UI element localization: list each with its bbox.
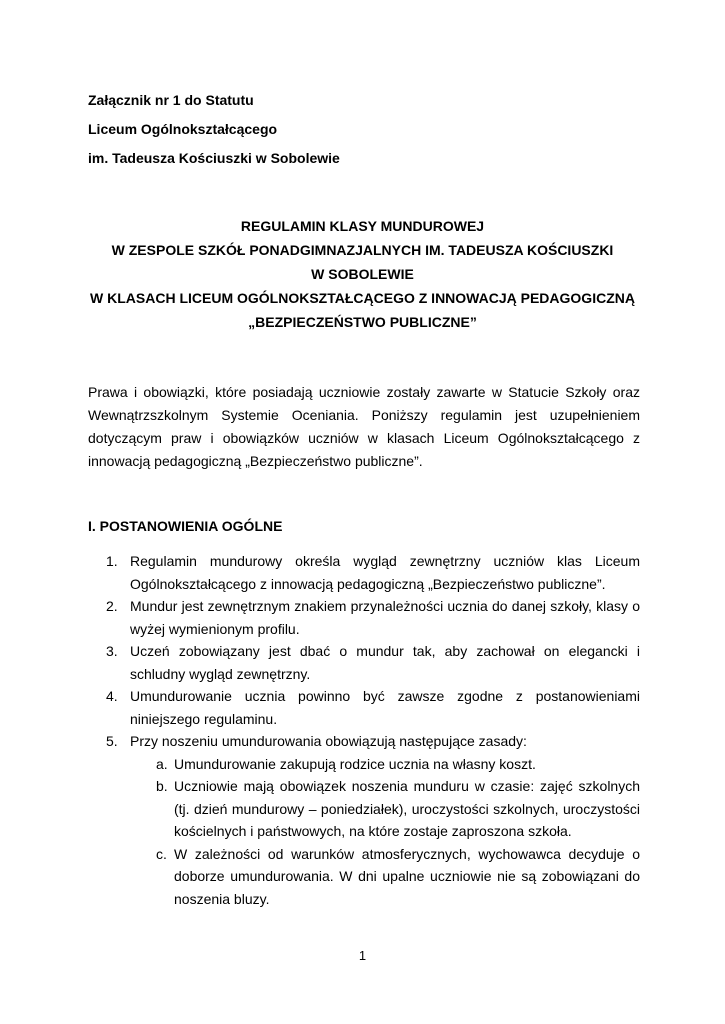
sublist-item-text: W zależności od warunków atmosferycznych, wychowawca decyduje o doborze umundurowania. W dni upalne uczniowie nie są zobowiązani do noszenia bluzy. [174, 845, 640, 907]
list-item-number: 1. [106, 553, 118, 569]
list-item-number: 2. [106, 598, 118, 614]
list-item-number: 5. [106, 733, 118, 749]
title-line-5: „BEZPIECZEŃSTWO PUBLICZNE” [248, 314, 477, 330]
list-item-text: Regulamin mundurowy określa wygląd zewnętrzny uczniów klas Liceum Ogólnokształcącego z innowacją pedagogiczną „Bezpieczeństwo publiczne”. [130, 553, 640, 592]
sublist-item-text: Umundurowanie zakupują rodzice ucznia na własny koszt. [174, 755, 536, 772]
sublist-item-letter: c. [156, 845, 167, 862]
header-line-3: im. Tadeusza Kościuszki w Sobolewie [88, 150, 340, 166]
sublist-item [156, 775, 640, 843]
title-line-4: W KLASACH LICEUM OGÓLNOKSZTAŁCĄCEGO Z INNOWACJĄ PEDAGOGICZNĄ [90, 290, 635, 306]
document-title [60, 214, 665, 334]
regulations-list [106, 550, 640, 910]
list-item [106, 730, 640, 910]
header-line-2: Liceum Ogólnokształcącego [88, 121, 278, 137]
title-line-2: W ZESPOLE SZKÓŁ PONADGIMNAZJALNYCH IM. TADEUSZA KOŚCIUSZKI [111, 242, 614, 258]
list-item-text: Uczeń zobowiązany jest dbać o mundur tak, aby zachował on elegancki i schludny wygląd zewnętrzny. [130, 643, 640, 682]
list-item-text: Przy noszeniu umundurowania obowiązują następujące zasady: [130, 733, 527, 749]
list-item [106, 640, 640, 685]
uniform-rules-sublist [156, 753, 640, 911]
sublist-item [156, 753, 640, 776]
list-item [106, 685, 640, 730]
list-item [106, 595, 640, 640]
intro-paragraph: Prawa i obowiązki, które posiadają uczniowie zostały zawarte w Statucie Szkoły oraz Wewnątrzszkolnym Systemie Oceniania. Poniższy regulamin jest uzupełnieniem dotyczącym praw i obowiązków uczniów w klasach Liceum Ogólnokształcącego z innowacją pedagogiczną „Bezpieczeństwo publiczne”. [88, 384, 640, 469]
list-item [106, 550, 640, 595]
section-heading: I. POSTANOWIENIA OGÓLNE [88, 518, 283, 534]
list-item-text: Mundur jest zewnętrznym znakiem przynależności ucznia do danej szkoły, klasy o wyżej wymienionym profilu. [130, 598, 640, 637]
list-item-number: 4. [106, 688, 118, 704]
sublist-item [156, 843, 640, 911]
attachment-header [88, 86, 340, 173]
sublist-item-letter: b. [156, 778, 168, 794]
header-line-1: Załącznik nr 1 do Statutu [88, 92, 254, 108]
page-number: 1 [358, 948, 367, 963]
list-item-text: Umundurowanie ucznia powinno być zawsze zgodne z postanowieniami niniejszego regulaminu. [130, 688, 640, 727]
list-item-number: 3. [106, 643, 118, 659]
sublist-item-letter: a. [156, 755, 168, 772]
sublist-item-text: Uczniowie mają obowiązek noszenia munduru w czasie: zajęć szkolnych (tj. dzień mundurowy – poniedziałek), uroczystości szkolnych, uroczystości kościelnych i państwowych, na które zostaje zaproszona szkoła. [174, 778, 640, 839]
title-line-3: W SOBOLEWIE [311, 266, 414, 282]
title-line-1: REGULAMIN KLASY MUNDUROWEJ [240, 218, 485, 234]
